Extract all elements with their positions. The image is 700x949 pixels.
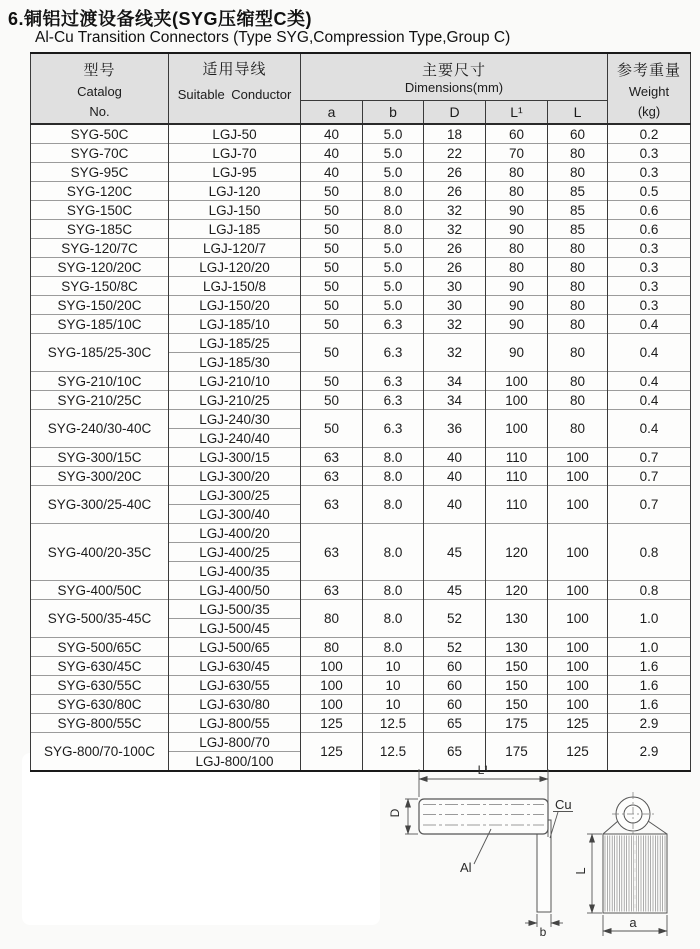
dim-b-cell: 5.0 — [363, 239, 424, 258]
dim-D-cell: 32 — [424, 201, 486, 220]
header-catalog-en: Catalog — [77, 84, 122, 99]
table-row — [31, 258, 691, 277]
dim-L-cell: 100 — [548, 524, 608, 581]
dim-L1-cell: 150 — [486, 695, 548, 714]
weight-cell: 0.5 — [608, 182, 691, 201]
dim-b-cell: 8.0 — [363, 448, 424, 467]
weight-cell: 0.3 — [608, 296, 691, 315]
table-row — [31, 676, 691, 695]
dim-b-cell: 8.0 — [363, 638, 424, 657]
header-weight-en: Weight — [628, 84, 670, 99]
dim-L-cell: 80 — [548, 334, 608, 372]
header-conductor-cn: 适用导线 — [202, 61, 267, 78]
dim-L-cell: 60 — [548, 124, 608, 144]
table-row — [31, 124, 691, 144]
dim-L-cell: 80 — [548, 277, 608, 296]
conductor-cell: LGJ-500/35 — [169, 600, 301, 619]
weight-cell: 2.9 — [608, 714, 691, 733]
weight-cell: 0.3 — [608, 239, 691, 258]
weight-cell: 0.7 — [608, 448, 691, 467]
dim-a-cell: 40 — [301, 144, 363, 163]
conductor-cell: LGJ-400/50 — [169, 581, 301, 600]
dim-a-cell: 80 — [301, 638, 363, 657]
dim-b-cell: 8.0 — [363, 220, 424, 239]
dim-D-cell: 65 — [424, 714, 486, 733]
dim-l1-label: L¹ — [477, 763, 489, 777]
dim-D-cell: 26 — [424, 182, 486, 201]
table-row — [31, 315, 691, 334]
weight-cell: 1.6 — [608, 676, 691, 695]
weight-cell: 0.4 — [608, 372, 691, 391]
table-row — [31, 182, 691, 201]
weight-cell: 0.4 — [608, 315, 691, 334]
catalog-cell: SYG-300/20C — [31, 467, 169, 486]
catalog-cell: SYG-240/30-40C — [31, 410, 169, 448]
catalog-cell: SYG-210/25C — [31, 391, 169, 410]
conductor-cell: LGJ-150/8 — [169, 277, 301, 296]
dim-D-cell: 65 — [424, 733, 486, 772]
dim-L1-cell: 80 — [486, 182, 548, 201]
dim-L1-cell: 110 — [486, 448, 548, 467]
dim-b-cell: 10 — [363, 695, 424, 714]
dim-a-cell: 50 — [301, 296, 363, 315]
header-dim-b: b — [363, 101, 424, 124]
dim-a-cell: 50 — [301, 391, 363, 410]
dim-L1-cell: 175 — [486, 733, 548, 772]
dim-D-cell: 34 — [424, 391, 486, 410]
catalog-cell: SYG-630/80C — [31, 695, 169, 714]
conductor-cell: LGJ-185/25 — [169, 334, 301, 353]
dim-L1-cell: 90 — [486, 201, 548, 220]
dim-L1-cell: 80 — [486, 258, 548, 277]
catalog-cell: SYG-630/45C — [31, 657, 169, 676]
dim-b-cell: 8.0 — [363, 201, 424, 220]
dim-L1-cell: 90 — [486, 220, 548, 239]
dim-L-cell: 80 — [548, 239, 608, 258]
weight-cell: 0.7 — [608, 467, 691, 486]
weight-cell: 1.0 — [608, 638, 691, 657]
conductor-cell: LGJ-630/80 — [169, 695, 301, 714]
dim-b-cell: 5.0 — [363, 277, 424, 296]
catalog-cell: SYG-500/35-45C — [31, 600, 169, 638]
conductor-cell: LGJ-120 — [169, 182, 301, 201]
dim-a-cell: 63 — [301, 467, 363, 486]
catalog-cell: SYG-95C — [31, 163, 169, 182]
dim-L-cell: 80 — [548, 391, 608, 410]
dim-D-cell: 60 — [424, 657, 486, 676]
conductor-cell: LGJ-150 — [169, 201, 301, 220]
dim-a-cell: 50 — [301, 277, 363, 296]
conductor-cell: LGJ-300/40 — [169, 505, 301, 524]
table-row — [31, 239, 691, 258]
dim-D-cell: 26 — [424, 163, 486, 182]
dim-b-cell: 6.3 — [363, 334, 424, 372]
copper-label: Cu — [555, 797, 572, 812]
header-dim-a: a — [301, 101, 363, 124]
table-row — [31, 581, 691, 600]
dim-D-cell: 40 — [424, 448, 486, 467]
dim-b-cell: 6.3 — [363, 372, 424, 391]
weight-cell: 1.6 — [608, 695, 691, 714]
right-shoulder-line — [648, 821, 667, 834]
dim-L1-cell: 80 — [486, 239, 548, 258]
weight-cell: 2.9 — [608, 733, 691, 772]
table-row — [31, 201, 691, 220]
weight-cell: 0.6 — [608, 201, 691, 220]
dim-L1-cell: 130 — [486, 638, 548, 657]
table-body — [31, 124, 691, 771]
dim-b-cell: 10 — [363, 657, 424, 676]
table-row — [31, 638, 691, 657]
dim-L-cell: 125 — [548, 714, 608, 733]
catalog-cell: SYG-185C — [31, 220, 169, 239]
weight-cell: 0.8 — [608, 581, 691, 600]
dim-a-cell: 50 — [301, 334, 363, 372]
dim-b-label: b — [539, 925, 547, 939]
conductor-cell: LGJ-300/20 — [169, 467, 301, 486]
dim-b-cell: 8.0 — [363, 467, 424, 486]
dim-a-cell: 50 — [301, 239, 363, 258]
catalog-cell: SYG-300/15C — [31, 448, 169, 467]
conductor-cell: LGJ-500/45 — [169, 619, 301, 638]
dim-L1-cell: 130 — [486, 600, 548, 638]
dim-b-cell: 8.0 — [363, 581, 424, 600]
conductor-cell: LGJ-800/70 — [169, 733, 301, 752]
dim-L-cell: 100 — [548, 581, 608, 600]
dim-L1-cell: 80 — [486, 163, 548, 182]
dim-L-cell: 80 — [548, 410, 608, 448]
dim-b-cell: 6.3 — [363, 410, 424, 448]
dim-a-cell: 100 — [301, 676, 363, 695]
dim-L-cell: 85 — [548, 182, 608, 201]
dim-L1-cell: 70 — [486, 144, 548, 163]
table-row — [31, 695, 691, 714]
header-weight — [608, 53, 691, 124]
dim-a-cell: 63 — [301, 581, 363, 600]
table-row — [31, 372, 691, 391]
dim-a-cell: 50 — [301, 258, 363, 277]
catalog-cell: SYG-185/10C — [31, 315, 169, 334]
dim-L-cell: 100 — [548, 657, 608, 676]
dim-L-cell: 100 — [548, 638, 608, 657]
dim-b-cell: 12.5 — [363, 714, 424, 733]
catalog-cell: SYG-300/25-40C — [31, 486, 169, 524]
catalog-cell: SYG-500/65C — [31, 638, 169, 657]
header-conductor-en: Suitable Conductor — [177, 87, 292, 102]
dim-a-cell: 125 — [301, 714, 363, 733]
weight-cell: 0.4 — [608, 410, 691, 448]
dim-D-cell: 32 — [424, 220, 486, 239]
header-catalog — [31, 53, 169, 124]
dim-L1-cell: 60 — [486, 124, 548, 144]
page-title-chinese: 6.铜铝过渡设备线夹(SYG压缩型C类) — [8, 9, 313, 29]
weight-cell: 0.3 — [608, 258, 691, 277]
table-row — [31, 391, 691, 410]
dim-b-cell: 5.0 — [363, 124, 424, 144]
header-catalog-cn: 型号 — [83, 61, 116, 79]
dim-a-cell: 50 — [301, 220, 363, 239]
weight-cell: 0.6 — [608, 220, 691, 239]
catalog-cell: SYG-120/7C — [31, 239, 169, 258]
aluminum-label: Al — [460, 860, 472, 875]
conductor-cell: LGJ-630/55 — [169, 676, 301, 695]
dim-L-cell: 100 — [548, 448, 608, 467]
dim-a-cell: 100 — [301, 657, 363, 676]
conductor-cell: LGJ-120/7 — [169, 239, 301, 258]
dim-b-cell: 5.0 — [363, 163, 424, 182]
dim-L-cell: 80 — [548, 144, 608, 163]
dim-b-cell: 6.3 — [363, 315, 424, 334]
weight-cell: 1.0 — [608, 600, 691, 638]
dim-D-cell: 26 — [424, 239, 486, 258]
conductor-cell: LGJ-150/20 — [169, 296, 301, 315]
dim-D-cell: 32 — [424, 315, 486, 334]
dim-a-cell: 50 — [301, 372, 363, 391]
weight-cell: 0.3 — [608, 277, 691, 296]
conductor-cell: LGJ-400/20 — [169, 524, 301, 543]
dim-a-cell: 50 — [301, 201, 363, 220]
conductor-cell: LGJ-185/10 — [169, 315, 301, 334]
dim-b-cell: 5.0 — [363, 258, 424, 277]
catalog-cell: SYG-120/20C — [31, 258, 169, 277]
dim-a-cell: 63 — [301, 524, 363, 581]
header-dimensions — [301, 53, 608, 101]
dim-b-cell: 10 — [363, 676, 424, 695]
dim-L-cell: 80 — [548, 258, 608, 277]
dim-a-cell: 63 — [301, 486, 363, 524]
dim-D-cell: 40 — [424, 486, 486, 524]
weight-cell: 0.2 — [608, 124, 691, 144]
dim-L-cell: 80 — [548, 296, 608, 315]
conductor-cell: LGJ-50 — [169, 124, 301, 144]
dim-a-cell: 40 — [301, 163, 363, 182]
weight-cell: 1.6 — [608, 657, 691, 676]
dim-a-cell: 80 — [301, 600, 363, 638]
table-row — [31, 144, 691, 163]
dim-L-cell: 85 — [548, 220, 608, 239]
table-row — [31, 733, 691, 752]
conductor-cell: LGJ-500/65 — [169, 638, 301, 657]
dim-a-cell: 40 — [301, 124, 363, 144]
table-row — [31, 448, 691, 467]
conductor-cell: LGJ-240/30 — [169, 410, 301, 429]
dim-D-cell: 30 — [424, 296, 486, 315]
catalog-cell: SYG-50C — [31, 124, 169, 144]
header-weight-unit: (kg) — [637, 103, 661, 119]
dim-L-cell: 100 — [548, 600, 608, 638]
dim-D-cell: 26 — [424, 258, 486, 277]
dim-D-cell: 45 — [424, 581, 486, 600]
dim-b-cell: 8.0 — [363, 182, 424, 201]
dim-L-cell: 85 — [548, 201, 608, 220]
dim-L-cell: 80 — [548, 315, 608, 334]
table-row — [31, 467, 691, 486]
dim-L1-cell: 120 — [486, 581, 548, 600]
dim-L1-cell: 110 — [486, 486, 548, 524]
conductor-cell: LGJ-300/25 — [169, 486, 301, 505]
dim-D-cell: 34 — [424, 372, 486, 391]
catalog-cell: SYG-120C — [31, 182, 169, 201]
dim-D-cell: 22 — [424, 144, 486, 163]
spec-table — [30, 52, 691, 772]
dim-a-cell: 50 — [301, 182, 363, 201]
dim-L1-cell: 90 — [486, 277, 548, 296]
header-dim-L1: L¹ — [486, 101, 548, 124]
conductor-cell: LGJ-210/10 — [169, 372, 301, 391]
scan-highlight-area — [22, 753, 380, 925]
dim-b-cell: 5.0 — [363, 296, 424, 315]
table-row — [31, 163, 691, 182]
dim-L1-cell: 150 — [486, 657, 548, 676]
catalog-cell: SYG-150/8C — [31, 277, 169, 296]
front-view-drawing — [587, 792, 667, 936]
weight-cell: 0.8 — [608, 524, 691, 581]
dim-L-cell: 100 — [548, 467, 608, 486]
catalog-cell: SYG-400/20-35C — [31, 524, 169, 581]
header-catalog-no: No. — [89, 103, 110, 119]
conductor-cell: LGJ-800/100 — [169, 752, 301, 772]
dim-a-label: a — [629, 915, 637, 930]
table-row — [31, 657, 691, 676]
conductor-cell: LGJ-240/40 — [169, 429, 301, 448]
dim-L1-cell: 100 — [486, 372, 548, 391]
dim-L-cell: 100 — [548, 695, 608, 714]
catalog-cell: SYG-185/25-30C — [31, 334, 169, 372]
header-conductor — [169, 53, 301, 124]
catalog-cell: SYG-150C — [31, 201, 169, 220]
catalog-cell: SYG-400/50C — [31, 581, 169, 600]
dim-b-cell: 8.0 — [363, 600, 424, 638]
dim-b-cell: 12.5 — [363, 733, 424, 772]
dim-L1-cell: 90 — [486, 315, 548, 334]
header-weight-cn: 参考重量 — [617, 61, 682, 79]
dim-l-label: L — [573, 867, 588, 875]
page-title-english: Al-Cu Transition Connectors (Type SYG,Compression Type,Group C) — [35, 29, 511, 46]
dim-a-cell: 100 — [301, 695, 363, 714]
conductor-cell: LGJ-120/20 — [169, 258, 301, 277]
conductor-cell: LGJ-95 — [169, 163, 301, 182]
dim-b-cell: 5.0 — [363, 144, 424, 163]
dim-L-cell: 80 — [548, 163, 608, 182]
dim-L-cell: 80 — [548, 372, 608, 391]
dim-L1-cell: 90 — [486, 334, 548, 372]
conductor-cell: LGJ-300/15 — [169, 448, 301, 467]
dim-D-cell: 52 — [424, 638, 486, 657]
weight-cell: 0.4 — [608, 391, 691, 410]
table-row — [31, 296, 691, 315]
conductor-cell: LGJ-630/45 — [169, 657, 301, 676]
dim-L1-cell: 120 — [486, 524, 548, 581]
dim-d-label: D — [388, 808, 402, 818]
header-dim-L: L — [548, 101, 608, 124]
dim-D-cell: 45 — [424, 524, 486, 581]
header-dim-D: D — [424, 101, 486, 124]
dim-a-cell: 125 — [301, 733, 363, 772]
weight-cell: 0.4 — [608, 334, 691, 372]
table-header — [31, 53, 691, 124]
table-row — [31, 486, 691, 505]
dim-D-cell: 52 — [424, 600, 486, 638]
dim-L-cell: 125 — [548, 733, 608, 772]
dim-L1-cell: 110 — [486, 467, 548, 486]
dim-b-cell: 6.3 — [363, 391, 424, 410]
dim-D-cell: 32 — [424, 334, 486, 372]
dim-a-cell: 50 — [301, 315, 363, 334]
dim-a-cell: 63 — [301, 448, 363, 467]
side-view-drawing — [405, 769, 573, 927]
table-row — [31, 600, 691, 619]
weight-cell: 0.3 — [608, 144, 691, 163]
dim-D-cell: 40 — [424, 467, 486, 486]
dim-D-cell: 60 — [424, 695, 486, 714]
dim-L-cell: 100 — [548, 486, 608, 524]
catalog-cell: SYG-800/70-100C — [31, 733, 169, 772]
header-dimensions-en: Dimensions(mm) — [404, 80, 504, 96]
dim-b-cell: 8.0 — [363, 524, 424, 581]
catalog-cell: SYG-800/55C — [31, 714, 169, 733]
catalog-cell: SYG-150/20C — [31, 296, 169, 315]
conductor-cell: LGJ-400/35 — [169, 562, 301, 581]
dim-a-cell: 50 — [301, 410, 363, 448]
dim-D-cell: 30 — [424, 277, 486, 296]
dim-L1-cell: 100 — [486, 410, 548, 448]
catalog-cell: SYG-210/10C — [31, 372, 169, 391]
header-dimensions-cn: 主要尺寸 — [422, 62, 487, 80]
technical-drawing — [385, 756, 700, 949]
table-row — [31, 334, 691, 353]
weight-cell: 0.7 — [608, 486, 691, 524]
catalog-cell: SYG-630/55C — [31, 676, 169, 695]
table-row — [31, 714, 691, 733]
conductor-cell: LGJ-210/25 — [169, 391, 301, 410]
dim-D-cell: 60 — [424, 676, 486, 695]
dim-L1-cell: 100 — [486, 391, 548, 410]
table-row — [31, 277, 691, 296]
dim-L-cell: 100 — [548, 676, 608, 695]
dim-L1-cell: 175 — [486, 714, 548, 733]
conductor-cell: LGJ-185/30 — [169, 353, 301, 372]
table-row — [31, 410, 691, 429]
left-shoulder-line — [603, 821, 618, 834]
table-row — [31, 220, 691, 239]
catalog-cell: SYG-70C — [31, 144, 169, 163]
dim-b-cell: 8.0 — [363, 486, 424, 524]
dim-D-cell: 18 — [424, 124, 486, 144]
conductor-cell: LGJ-185 — [169, 220, 301, 239]
weight-cell: 0.3 — [608, 163, 691, 182]
dim-L1-cell: 90 — [486, 296, 548, 315]
table-row — [31, 524, 691, 543]
conductor-cell: LGJ-800/55 — [169, 714, 301, 733]
dim-L1-cell: 150 — [486, 676, 548, 695]
conductor-cell: LGJ-400/25 — [169, 543, 301, 562]
dim-D-cell: 36 — [424, 410, 486, 448]
conductor-cell: LGJ-70 — [169, 144, 301, 163]
